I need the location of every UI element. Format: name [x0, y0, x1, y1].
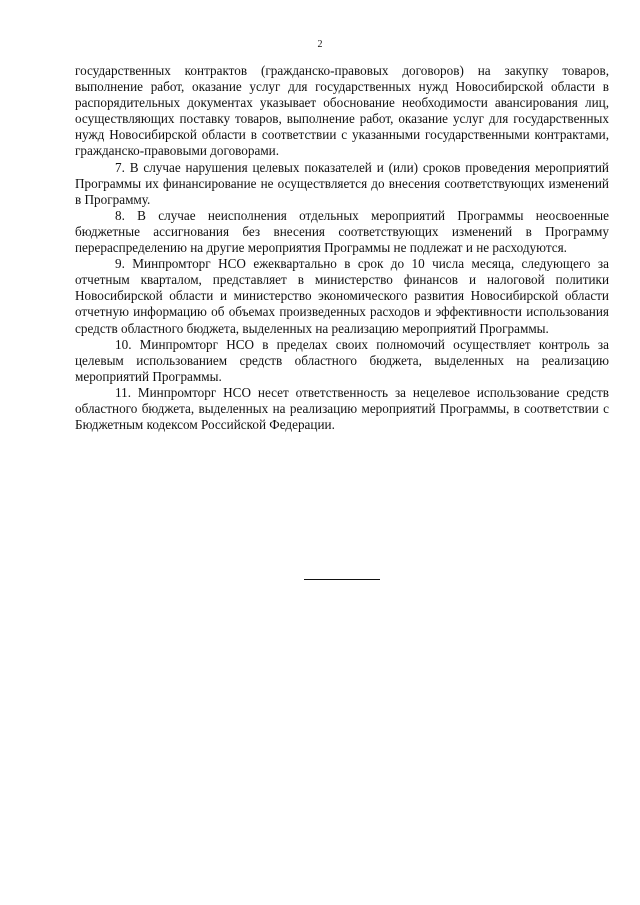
- paragraph-7: 7. В случае нарушения целевых показателей и (или) сроков проведения мероприятий Программы их финансирование не осуществляется до внесения соответствующих изменений в Программу.: [75, 159, 609, 207]
- document-body: [75, 63, 609, 433]
- page-number: 2: [317, 39, 323, 50]
- paragraph-8: 8. В случае неисполнения отдельных мероприятий Программы неосвоенные бюджетные ассигнования без внесения соответствующих изменений в Программу перераспределению на другие мероприятия Программы не подлежат и не расходуются.: [75, 207, 609, 256]
- end-separator-line: [304, 579, 380, 580]
- paragraph-continuation: государственных контрактов (гражданско-правовых договоров) на закупку товаров, выполнение работ, оказание услуг для государственных нужд Новосибирской области в распорядительных документах указывает обоснование необходимости авансирования лиц, осуществляющих поставку товаров, выполнение работ, оказание услуг для государственных нужд Новосибирской области в соответствии с указанными государственными контрактами, гражданско-правовыми договорами.: [75, 63, 609, 159]
- paragraph-9: 9. Минпромторг НСО ежеквартально в срок до 10 числа месяца, следующего за отчетным кварталом, представляет в министерство финансов и налоговой политики Новосибирской области и министерство экономического развития Новосибирской области отчетную информацию об объемах произведенных расходов и эффективности использования средств областного бюджета, выделенных на реализацию мероприятий Программы.: [75, 256, 609, 336]
- paragraph-11: 11. Минпромторг НСО несет ответственность за нецелевое использование средств областного бюджета, выделенных на реализацию мероприятий Программы, в соответствии с Бюджетным кодексом Российской Федерации.: [75, 384, 609, 433]
- paragraph-10: 10. Минпромторг НСО в пределах своих полномочий осуществляет контроль за целевым использованием средств областного бюджета, выделенных на реализацию мероприятий Программы.: [75, 336, 609, 384]
